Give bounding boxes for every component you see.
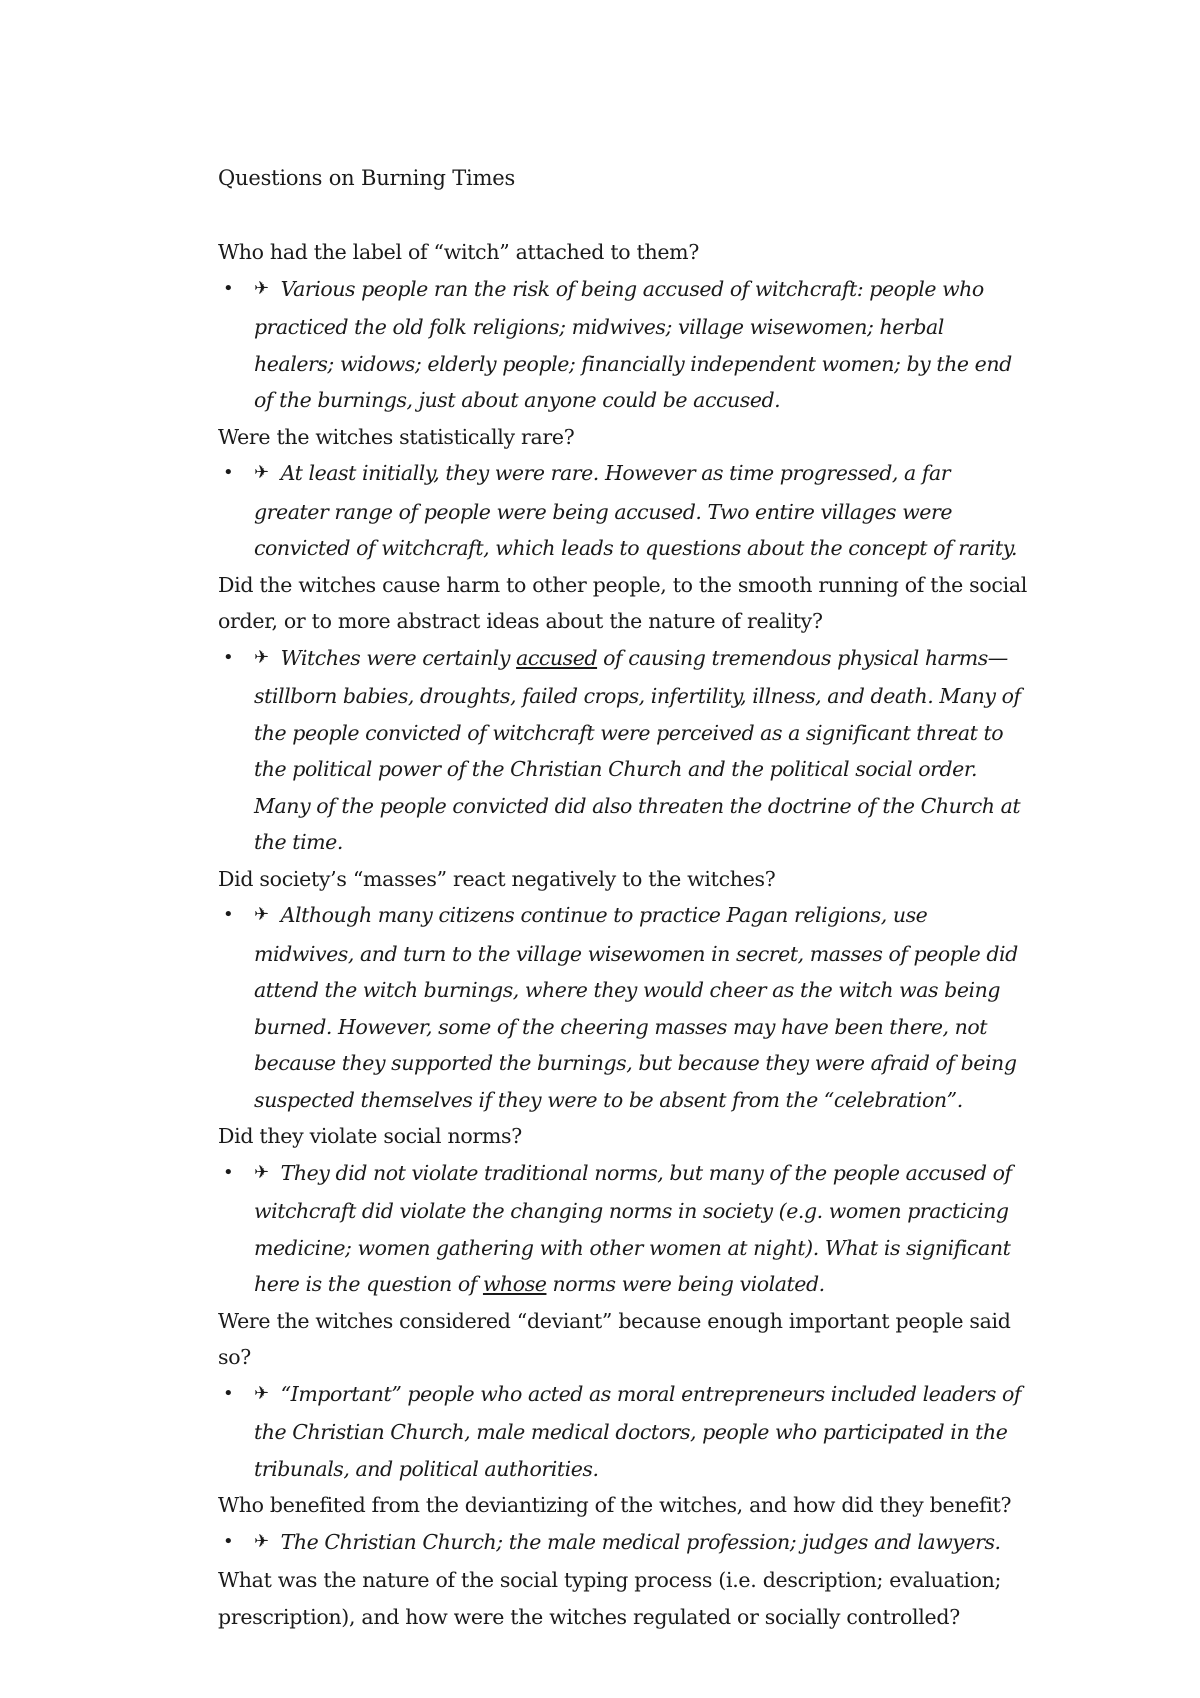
- answer-marker-icon: ✈: [254, 1382, 269, 1404]
- answer-segment: At least initially, they were rare. However as time progressed, a far greater range of people were being accused. Two entire villages were convicted of witchcraft, which leads to questions about the concept of rarity.: [254, 461, 1018, 560]
- answer-text: [254, 277, 1012, 413]
- answer-segment: Although many citizens continue to practice Pagan religions, use midwives, and turn to the village wisewomen in secret, masses of people did attend the witch burnings, where they would cheer as the witch was being burned. However, some of the cheering masses may have been there, not because they supported the burnings, but because they were afraid of being suspected themselves if they were to be absent from the “celebration”.: [254, 903, 1018, 1112]
- answer-segment: Witches were certainly: [280, 645, 517, 670]
- answer-text: [254, 903, 1018, 1112]
- bullet-icon: •: [223, 277, 234, 299]
- question-text: Were the witches statistically rare?: [218, 424, 575, 449]
- answer-item: [218, 455, 1028, 567]
- question-text: Did the witches cause harm to other people, to the smooth running of the social order, or to more abstract ideas about the nature of reality?: [218, 572, 1028, 633]
- answer-marker-icon: ✈: [254, 904, 269, 925]
- answer-segment: They did not violate traditional norms, but many of the people accused of witchcraft did violate the changing norms in society (e.g. women practicing medicine; women gathering with other women at night). What is significant here is the question of: [254, 1160, 1012, 1296]
- answer-text: [254, 461, 1017, 560]
- question-list: [218, 234, 1028, 1635]
- answer-segment: of causing tremendous physical harms—stillborn babies, droughts, failed crops, infertility, illness, and death. Many of the people convicted of witchcraft were perceived as a significant threat to the political power of the Christian Church and the political social order. Many of the people convicted did also threaten the doctrine of the Church at the time.: [254, 645, 1021, 854]
- answer-marker-icon: ✈: [254, 277, 269, 299]
- emphasized-word: accused: [516, 645, 598, 670]
- answer-item: [218, 1524, 1028, 1563]
- document-title: Questions on Burning Times: [218, 166, 516, 190]
- answer-marker-icon: ✈: [254, 462, 269, 483]
- answer-text: [254, 646, 1021, 855]
- answer-segment: “Important” people who acted as moral entrepreneurs included leaders of the Christian Church, male medical doctors, people who participated in the tribunals, and political authorities.: [254, 1381, 1022, 1481]
- answer-segment: Various people ran the risk of being accused of witchcraft: people who practiced the old folk religions; midwives; village wisewomen; herbal healers; widows; elderly people; financially independent women; by the end of the burnings, just about anyone could be accused.: [254, 276, 1012, 412]
- question-text: Were the witches considered “deviant” because enough important people said so?: [218, 1308, 1011, 1369]
- bullet-icon: •: [223, 646, 234, 668]
- question-text: Who had the label of “witch” attached to them?: [218, 240, 700, 264]
- answer-item: [218, 640, 1028, 861]
- answer-segment: norms were being violated.: [546, 1272, 825, 1296]
- answer-marker-icon: ✈: [254, 646, 269, 668]
- answer-item: [218, 271, 1028, 419]
- bullet-icon: •: [223, 904, 234, 925]
- question-text: Who benefited from the deviantizing of the witches, and how did they benefit?: [218, 1493, 1012, 1517]
- answer-item: [218, 897, 1028, 1118]
- question-text: What was the nature of the social typing process (i.e. description; evaluation; prescription), and how were the witches regulated or socially controlled?: [218, 1568, 1002, 1629]
- answer-text: [254, 1530, 1001, 1554]
- question-text: Did society’s “masses” react negatively to the witches?: [218, 866, 776, 891]
- bullet-icon: •: [223, 1530, 234, 1552]
- answer-segment: The Christian Church; the male medical profession; judges and lawyers.: [280, 1529, 1001, 1554]
- question-text: Did they violate social norms?: [218, 1124, 522, 1148]
- bullet-icon: •: [223, 1382, 234, 1404]
- answer-text: [254, 1382, 1021, 1481]
- answer-marker-icon: ✈: [254, 1161, 269, 1183]
- answer-marker-icon: ✈: [254, 1530, 269, 1552]
- bullet-icon: •: [223, 1161, 234, 1183]
- bullet-icon: •: [223, 462, 234, 483]
- emphasized-word: whose: [482, 1272, 547, 1296]
- answer-item: [218, 1155, 1028, 1303]
- answer-item: [218, 1376, 1028, 1488]
- answer-text: [254, 1161, 1012, 1297]
